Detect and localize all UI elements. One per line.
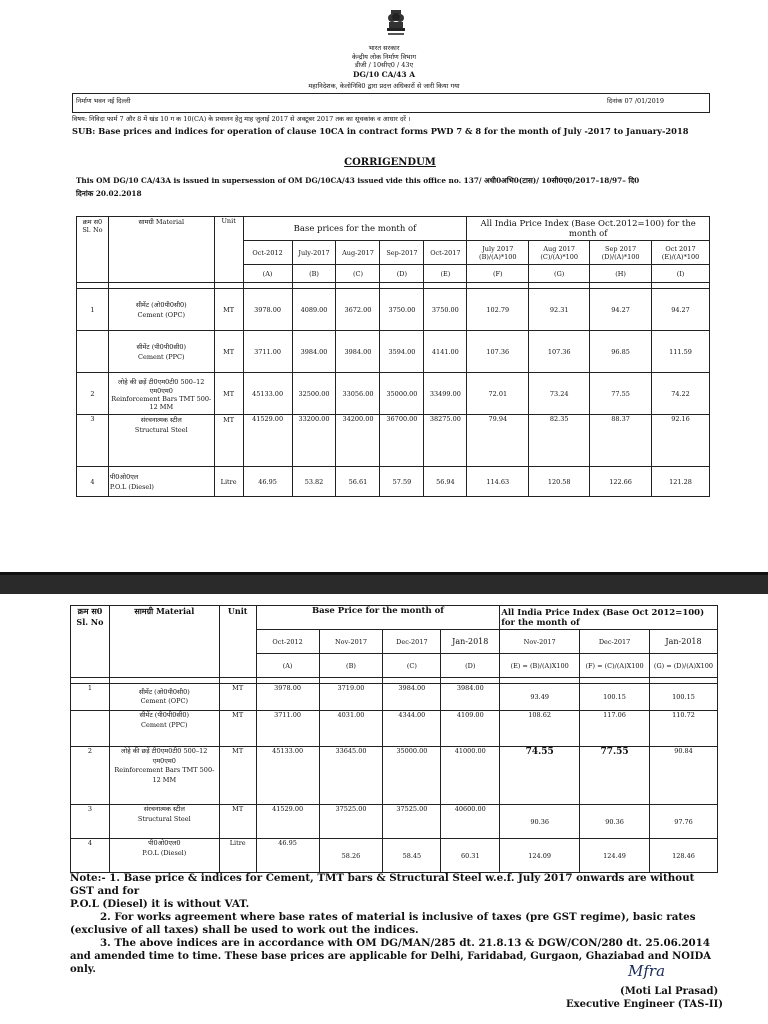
header-base-prices: Base Price for the month of (256, 606, 500, 630)
cell: 102.79 (467, 289, 529, 331)
col-letter: (I) (652, 265, 710, 283)
table-row (77, 373, 710, 415)
cell: 45133.00 (256, 747, 319, 805)
col-letter: (F) (467, 265, 529, 283)
cell: 114.63 (467, 467, 529, 497)
cell: 4141.00 (424, 331, 467, 373)
cell: 74.22 (652, 373, 710, 415)
table-row (77, 289, 710, 331)
table-row (71, 839, 718, 873)
cell: 41000.00 (441, 747, 500, 805)
cell: 35000.00 (383, 747, 441, 805)
cell: 3984.00 (336, 331, 380, 373)
header-unit: Unit (214, 217, 243, 283)
col-header: Aug 2017 (C)/(A)*100 (529, 241, 590, 265)
col-letter: (D) (380, 265, 424, 283)
scan-separator-edge (0, 572, 768, 575)
cell: 111.59 (652, 331, 710, 373)
note-2a: 2. For works agreement where base rates of material is inclusive of taxes (pre GST regime), basic rates (100, 911, 696, 923)
cell: 37525.00 (383, 805, 441, 839)
cell: 3711.00 (256, 711, 319, 747)
cell: 124.49 (580, 839, 650, 873)
cell: 3719.00 (319, 684, 383, 711)
row-material: लोहे की छड़ें टी0एम0टी0 500–12 एम0एम0 Reinforcement Bars TMT 500-12 MM (108, 373, 214, 415)
col-letter: (G) = (D)/(A)X100 (649, 654, 717, 678)
cell: 107.36 (529, 331, 590, 373)
cell: 90.36 (500, 805, 580, 839)
row-unit: MT (214, 331, 243, 373)
col-header: Oct-2012 (256, 630, 319, 654)
cell: 97.76 (649, 805, 717, 839)
header-sl-no: क्रम स0 Sl. No (77, 217, 109, 283)
header-ref-number: DG/10 CA/43 A (352, 69, 416, 79)
row-sl (77, 331, 109, 373)
note-2b: (exclusive of all taxes) shall be used to work out the indices. (70, 924, 419, 936)
cell: 3672.00 (336, 289, 380, 331)
row-unit: MT (219, 684, 256, 711)
col-letter: (A) (243, 265, 292, 283)
row-sl: 1 (71, 684, 110, 711)
cell: 35000.00 (380, 373, 424, 415)
price-index-table-nov-2017-jan-2018 (70, 605, 718, 873)
row-unit: MT (219, 747, 256, 805)
cell: 37525.00 (319, 805, 383, 839)
cell: 108.62 (500, 711, 580, 747)
col-letter: (H) (590, 265, 652, 283)
col-header: Oct-2017 (424, 241, 467, 265)
header-material: सामग्री Material (109, 606, 219, 678)
col-header: Jan-2018 (649, 630, 717, 654)
cell: 36700.00 (380, 415, 424, 467)
cell: 3984.00 (292, 331, 336, 373)
cell: 56.94 (424, 467, 467, 497)
header-price-index: All India Price Index (Base Oct.2012=100) for the month of (467, 217, 710, 241)
table-row (77, 467, 710, 497)
scan-separator-band (0, 572, 768, 594)
corrigendum-heading: CORRIGENDUM (344, 157, 436, 168)
note-1a: Note:- 1. Base price & indices for Cement, TMT bars & Structural Steel w.e.f. July 2017 onwards are without GST and for (70, 872, 695, 897)
col-header: Nov-2017 (319, 630, 383, 654)
row-sl (71, 711, 110, 747)
cell: 34200.00 (336, 415, 380, 467)
table-row (77, 415, 710, 467)
row-material: सीमेंट (ओ0पी0सी0) Cement (OPC) (109, 684, 219, 711)
cell: 57.59 (380, 467, 424, 497)
row-material: सीमेंट (पी0पी0सी0) Cement (PPC) (108, 331, 214, 373)
header-line-3: डीजी / 10सीए0 / 43ए (354, 61, 414, 69)
table-row (71, 805, 718, 839)
row-material: सीमेंट (पी0पी0सी0) Cement (PPC) (109, 711, 219, 747)
row-material: लोहे की छड़ें टी0एम0टी0 500–12 एम0एम0 Reinforcement Bars TMT 500-12 MM (109, 747, 219, 805)
cell: 3594.00 (380, 331, 424, 373)
col-header: Oct-2012 (243, 241, 292, 265)
cell: 4344.00 (383, 711, 441, 747)
header-authority-line: महानिदेशक, केलोनिवि0 द्वारा प्रदत्त अधिकारों से जारी किया गया (308, 82, 460, 90)
cell: 38275.00 (424, 415, 467, 467)
signatory-title: Executive Engineer (TAS-II) (566, 999, 724, 1010)
cell: 32500.00 (292, 373, 336, 415)
row-sl: 2 (71, 747, 110, 805)
office-date-box (72, 93, 710, 113)
cell: 73.24 (529, 373, 590, 415)
row-sl: 3 (77, 415, 109, 467)
cell: 3978.00 (256, 684, 319, 711)
cell: 33499.00 (424, 373, 467, 415)
note-1b: P.O.L (Diesel) it is without VAT. (70, 898, 250, 910)
hindi-subject: विषय: निविदा फार्म 7 और 8 में खंड 10 ग क 10(CA) के प्रचालन हेतु माह जुलाई 2017 से अक्टूबर 2017 तक का सूचकांक व आधार दरें । (72, 115, 411, 123)
col-letter: (B) (319, 654, 383, 678)
col-header: Aug-2017 (336, 241, 380, 265)
cell: 79.94 (467, 415, 529, 467)
office-name: निर्माण भवन नई दिल्ली (76, 97, 131, 105)
cell: 107.36 (467, 331, 529, 373)
cell: 94.27 (590, 289, 652, 331)
cell: 4089.00 (292, 289, 336, 331)
col-header: Dec-2017 (383, 630, 441, 654)
row-material: पी0ओ0एल0 P.O.L (Diesel) (109, 839, 219, 873)
cell: 33056.00 (336, 373, 380, 415)
cell: 33200.00 (292, 415, 336, 467)
cell: 96.85 (590, 331, 652, 373)
col-letter: (C) (336, 265, 380, 283)
cell: 88.37 (590, 415, 652, 467)
note-3a: 3. The above indices are in accordance with OM DG/MAN/285 dt. 21.8.13 & DGW/CON/280 dt. 25.06.2014 (100, 937, 711, 949)
table-row (71, 684, 718, 711)
cell: 82.35 (529, 415, 590, 467)
header-block (284, 44, 484, 80)
document-date: दिनांक 07 /01/2019 (607, 97, 665, 105)
header-material: सामग्री Material (108, 217, 214, 283)
col-letter: (E) = (B)/(A)X100 (500, 654, 580, 678)
row-sl: 4 (77, 467, 109, 497)
row-sl: 1 (77, 289, 109, 331)
col-letter: (E) (424, 265, 467, 283)
supersession-line: This OM DG/10 CA/43A is issued in supersession of OM DG/10CA/43 issued vide this office no. 137/ अधी0अभि0(टास)/ 10सी0ए0/2017–18/97– दि0 (76, 176, 640, 185)
cell: 77.55 (580, 747, 650, 805)
header-price-index: All India Price Index (Base Oct 2012=100) for the month of (500, 606, 718, 630)
notes-block (70, 872, 720, 976)
row-unit: MT (219, 805, 256, 839)
col-letter: (B) (292, 265, 336, 283)
cell: 128.46 (649, 839, 717, 873)
row-material: पी0ओ0एल P.O.L (Diesel) (108, 467, 214, 497)
row-unit: MT (214, 289, 243, 331)
col-letter: (D) (441, 654, 500, 678)
cell: 46.95 (243, 467, 292, 497)
cell: 124.09 (500, 839, 580, 873)
header-sl-no: क्रम स0 Sl. No (71, 606, 110, 678)
col-header: Jan-2018 (441, 630, 500, 654)
col-header: Dec-2017 (580, 630, 650, 654)
cell: 3750.00 (380, 289, 424, 331)
col-header: Sep 2017 (D)/(A)*100 (590, 241, 652, 265)
cell: 90.36 (580, 805, 650, 839)
cell: 3978.00 (243, 289, 292, 331)
header-base-prices: Base prices for the month of (243, 217, 467, 241)
cell: 41529.00 (243, 415, 292, 467)
cell: 122.66 (590, 467, 652, 497)
header-line-1: भारत सरकार (368, 44, 400, 52)
cell: 40600.00 (441, 805, 500, 839)
row-unit: MT (214, 415, 243, 467)
row-sl: 2 (77, 373, 109, 415)
cell: 46.95 (256, 839, 319, 873)
col-letter: (F) = (C)/(A)X100 (580, 654, 650, 678)
cell: 3984.00 (383, 684, 441, 711)
col-letter: (A) (256, 654, 319, 678)
cell: 3984.00 (441, 684, 500, 711)
row-sl: 3 (71, 805, 110, 839)
signature-mark: Mfra (628, 962, 666, 980)
cell: 74.55 (500, 747, 580, 805)
row-material: सीमेंट (ओ0पी0सी0) Cement (OPC) (108, 289, 214, 331)
cell: 4031.00 (319, 711, 383, 747)
col-header: Sep-2017 (380, 241, 424, 265)
col-letter: (C) (383, 654, 441, 678)
header-line-2: केन्द्रीय लोक निर्माण विभाग (352, 52, 416, 61)
col-header: Nov-2017 (500, 630, 580, 654)
government-emblem-icon (383, 8, 409, 42)
cell: 90.84 (649, 747, 717, 805)
row-unit: MT (219, 711, 256, 747)
row-sl: 4 (71, 839, 110, 873)
cell: 3711.00 (243, 331, 292, 373)
cell: 93.49 (500, 684, 580, 711)
supersession-date: दिनांक 20.02.2018 (76, 189, 142, 198)
header-unit: Unit (219, 606, 256, 678)
table-row (71, 711, 718, 747)
cell: 60.31 (441, 839, 500, 873)
cell: 58.26 (319, 839, 383, 873)
table-row (77, 331, 710, 373)
cell: 58.45 (383, 839, 441, 873)
price-index-table-jul-oct-2017 (76, 216, 710, 497)
cell: 100.15 (649, 684, 717, 711)
note-3b: and amended time to time. These base prices are applicable for Delhi, Faridabad, Gurgaon, Ghaziabad and NOIDA only. (70, 951, 712, 975)
cell: 53.82 (292, 467, 336, 497)
cell: 45133.00 (243, 373, 292, 415)
col-header: July-2017 (292, 241, 336, 265)
cell: 117.06 (580, 711, 650, 747)
cell: 92.16 (652, 415, 710, 467)
row-material: संरचनात्मक स्टील Structural Steel (109, 805, 219, 839)
col-header: Oct 2017 (E)/(A)*100 (652, 241, 710, 265)
row-material: संरचनात्मक स्टील Structural Steel (108, 415, 214, 467)
cell: 100.15 (580, 684, 650, 711)
cell: 41529.00 (256, 805, 319, 839)
cell: 94.27 (652, 289, 710, 331)
row-unit: Litre (214, 467, 243, 497)
cell: 56.61 (336, 467, 380, 497)
col-letter: (G) (529, 265, 590, 283)
row-unit: Litre (219, 839, 256, 873)
cell: 121.28 (652, 467, 710, 497)
cell: 92.31 (529, 289, 590, 331)
cell: 72.01 (467, 373, 529, 415)
signatory-name: (Moti Lal Prasad) (620, 986, 719, 997)
cell: 110.72 (649, 711, 717, 747)
cell: 77.55 (590, 373, 652, 415)
cell: 4109.00 (441, 711, 500, 747)
cell: 120.58 (529, 467, 590, 497)
table-row (71, 747, 718, 805)
cell: 3750.00 (424, 289, 467, 331)
subject-line: SUB: Base prices and indices for operation of clause 10CA in contract forms PWD 7 & 8 for the month of July -2017 to January-2018 (72, 126, 689, 136)
cell: 33645.00 (319, 747, 383, 805)
col-header: July 2017 (B)/(A)*100 (467, 241, 529, 265)
row-unit: MT (214, 373, 243, 415)
